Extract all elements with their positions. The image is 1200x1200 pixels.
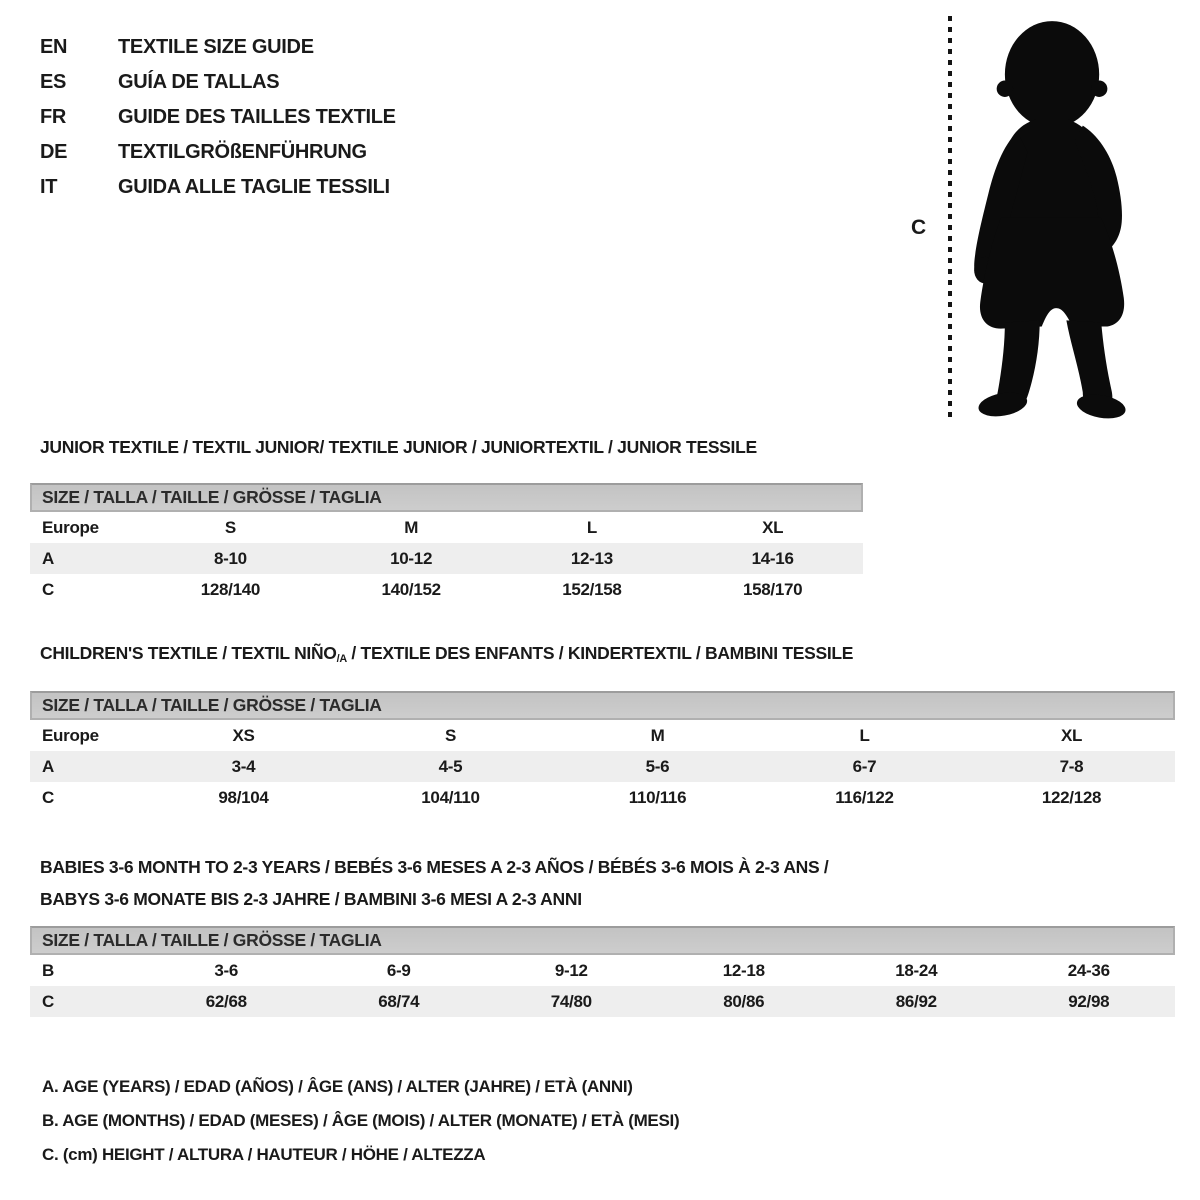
children-row-height [30, 782, 1175, 813]
language-code: DE [40, 141, 68, 163]
size-cell: S [444, 725, 457, 745]
junior-row-height [30, 574, 863, 605]
row-label: C [42, 991, 54, 1011]
guide-title-fr: GUIDE DES TAILLES TEXTILE [118, 106, 396, 128]
age-cell: 7-8 [1059, 756, 1084, 776]
height-cell: 92/98 [1068, 991, 1110, 1011]
language-row-it [40, 170, 396, 205]
junior-section-title: JUNIOR TEXTILE / TEXTIL JUNIOR/ TEXTILE JUNIOR / JUNIORTEXTIL / JUNIOR TESSILE [40, 437, 757, 457]
height-cell: 140/152 [381, 579, 441, 599]
height-cell: 152/158 [562, 579, 622, 599]
height-cell: 86/92 [895, 991, 937, 1011]
age-cell: 3-4 [231, 756, 256, 776]
legend-age-months: B. AGE (MONTHS) / EDAD (MESES) / ÂGE (MOIS) / ALTER (MONATE) / ETÀ (MESI) [42, 1111, 680, 1130]
row-label: C [42, 787, 54, 807]
height-measure-label: C [911, 216, 926, 239]
row-label: C [42, 579, 54, 599]
size-cell: XL [762, 517, 784, 537]
children-size-header-bar: SIZE / TALLA / TAILLE / GRÖSSE / TAGLIA [30, 691, 1175, 720]
language-row-en [40, 30, 396, 65]
children-size-table [30, 691, 1175, 813]
row-label: A [42, 756, 54, 776]
language-code: FR [40, 106, 67, 128]
height-cell: 110/116 [628, 787, 687, 807]
toddler-silhouette-icon [962, 17, 1140, 427]
babies-row-months [30, 955, 1175, 986]
months-cell: 9-12 [554, 960, 588, 980]
children-title-prefix: CHILDREN'S TEXTILE / TEXTIL NIÑO [40, 643, 337, 663]
age-cell: 4-5 [438, 756, 463, 776]
height-cell: 158/170 [742, 579, 803, 599]
babies-size-header-bar: SIZE / TALLA / TAILLE / GRÖSSE / TAGLIA [30, 926, 1175, 955]
age-cell: 5-6 [645, 756, 670, 776]
children-title-sub: /A [336, 653, 347, 666]
language-code: IT [40, 176, 58, 198]
height-cell: 116/122 [835, 787, 894, 807]
size-cell: XL [1060, 725, 1083, 745]
language-code: EN [40, 36, 68, 58]
children-section-title [40, 643, 853, 665]
months-cell: 6-9 [386, 960, 411, 980]
legend-age-years: A. AGE (YEARS) / EDAD (AÑOS) / ÂGE (ANS) / ALTER (JAHRE) / ETÀ (ANNI) [42, 1077, 633, 1096]
row-label: Europe [42, 517, 99, 537]
children-row-age [30, 751, 1175, 782]
size-cell: L [859, 725, 870, 745]
height-cell: 68/74 [378, 991, 420, 1011]
babies-row-height [30, 986, 1175, 1017]
language-row-es [40, 65, 396, 100]
row-label: A [42, 548, 54, 568]
language-row-de [40, 135, 396, 170]
guide-title-it: GUIDA ALLE TAGLIE TESSILI [118, 176, 390, 198]
height-cell: 128/140 [200, 579, 261, 599]
months-cell: 3-6 [214, 960, 239, 980]
size-cell: XS [232, 725, 255, 745]
babies-section-title [40, 851, 829, 915]
children-row-europe [30, 720, 1175, 751]
babies-title-line2: BABYS 3-6 MONATE BIS 2-3 JAHRE / BAMBINI 3-6 MESI A 2-3 ANNI [40, 889, 582, 909]
age-cell: 10-12 [390, 548, 433, 568]
age-cell: 14-16 [751, 548, 794, 568]
legend-height-cm: C. (cm) HEIGHT / ALTURA / HAUTEUR / HÖHE / ALTEZZA [42, 1145, 486, 1164]
measurement-legend [42, 1070, 679, 1172]
language-code: ES [40, 71, 67, 93]
height-measure-dashed-line [948, 16, 952, 422]
height-cell: 74/80 [550, 991, 592, 1011]
height-cell: 80/86 [723, 991, 765, 1011]
size-cell: M [404, 517, 419, 537]
children-title-suffix: / TEXTILE DES ENFANTS / KINDERTEXTIL / BAMBINI TESSILE [346, 643, 854, 663]
height-cell: 98/104 [218, 787, 269, 807]
junior-size-table [30, 483, 863, 605]
months-cell: 12-18 [722, 960, 765, 980]
row-label: B [42, 960, 54, 980]
guide-title-en: TEXTILE SIZE GUIDE [118, 36, 314, 58]
babies-size-table [30, 926, 1175, 1017]
junior-row-europe [30, 512, 863, 543]
age-cell: 6-7 [852, 756, 877, 776]
junior-size-header-bar: SIZE / TALLA / TAILLE / GRÖSSE / TAGLIA [30, 483, 863, 512]
guide-title-es: GUÍA DE TALLAS [118, 71, 280, 93]
junior-row-age [30, 543, 863, 574]
language-row-fr [40, 100, 396, 135]
babies-title-line1: BABIES 3-6 MONTH TO 2-3 YEARS / BEBÉS 3-6 MESES A 2-3 AÑOS / BÉBÉS 3-6 MOIS À 2-3 ANS / [40, 857, 829, 877]
size-cell: S [224, 517, 236, 537]
language-title-list [40, 30, 396, 205]
row-label: Europe [42, 725, 99, 745]
size-cell: M [650, 725, 665, 745]
guide-title-de: TEXTILGRÖßENFÜHRUNG [118, 141, 367, 163]
height-cell: 104/110 [421, 787, 480, 807]
months-cell: 24-36 [1067, 960, 1110, 980]
months-cell: 18-24 [895, 960, 938, 980]
height-cell: 62/68 [205, 991, 247, 1011]
size-cell: L [586, 517, 597, 537]
age-cell: 8-10 [213, 548, 247, 568]
age-cell: 12-13 [570, 548, 613, 568]
height-cell: 122/128 [1041, 787, 1102, 807]
